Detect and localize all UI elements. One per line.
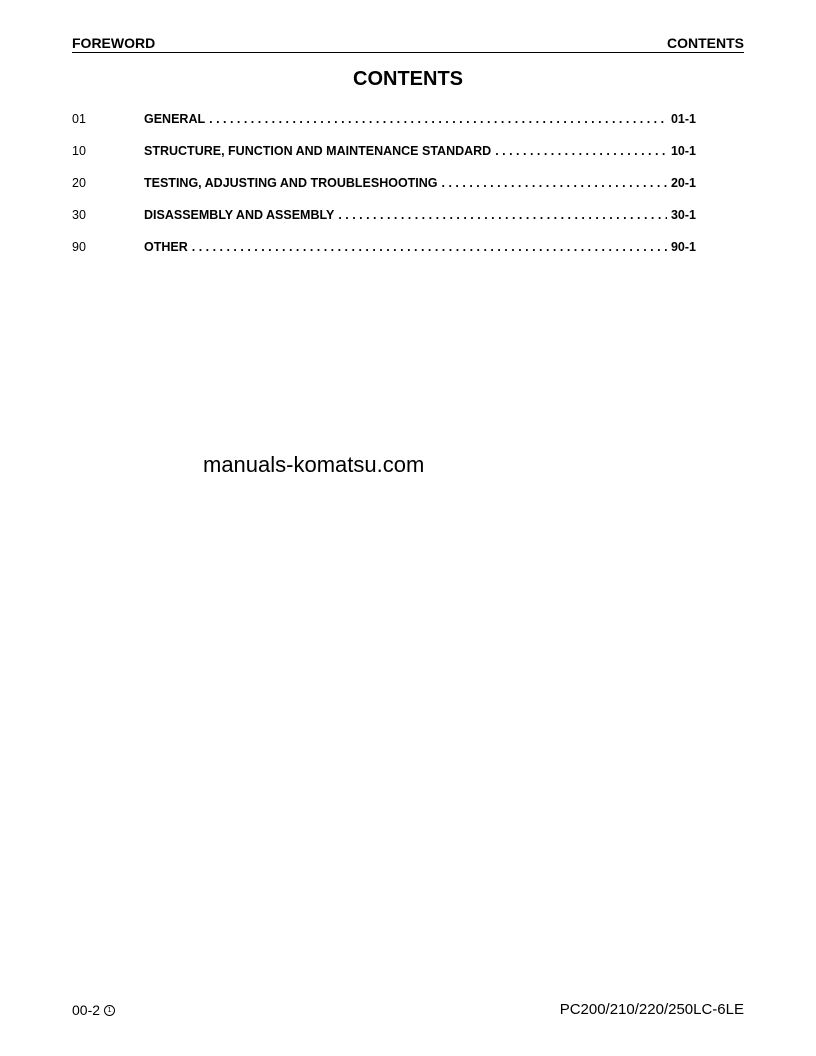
toc-entry-page: 20-1 xyxy=(670,176,696,190)
dot-leader xyxy=(209,112,667,126)
toc-entry-page: 10-1 xyxy=(670,144,696,158)
toc-entry-number: 90 xyxy=(72,240,86,254)
toc-entry-title: OTHER xyxy=(144,240,188,254)
toc-entry-disassembly[interactable] xyxy=(72,208,696,240)
page-title: CONTENTS xyxy=(353,68,463,90)
footer-page-number: 00-2 xyxy=(72,1002,101,1018)
toc-entry-testing[interactable] xyxy=(72,176,696,208)
table-of-contents xyxy=(72,112,696,272)
footer-page-number-group xyxy=(72,1002,115,1018)
toc-entry-page: 01-1 xyxy=(670,112,696,126)
toc-entry-page: 30-1 xyxy=(670,208,696,222)
toc-entry-other[interactable] xyxy=(72,240,696,272)
toc-entry-page: 90-1 xyxy=(670,240,696,254)
toc-entry-title: DISASSEMBLY AND ASSEMBLY xyxy=(144,208,335,222)
toc-entry-title: STRUCTURE, FUNCTION AND MAINTENANCE STANDARD xyxy=(144,144,492,158)
toc-entry-general[interactable] xyxy=(72,112,696,144)
toc-entry-structure[interactable] xyxy=(72,144,696,176)
header-section-label: FOREWORD xyxy=(72,35,156,51)
toc-entry-number: 01 xyxy=(72,112,86,126)
toc-entry-number: 10 xyxy=(72,144,86,158)
dot-leader xyxy=(192,240,667,254)
toc-entry-number: 30 xyxy=(72,208,86,222)
page-header xyxy=(72,34,744,53)
toc-entry-title: GENERAL xyxy=(144,112,206,126)
dot-leader xyxy=(338,208,667,222)
revision-mark-icon: 1 xyxy=(104,1005,115,1016)
header-chapter-label: CONTENTS xyxy=(667,35,744,51)
footer-model: PC200/210/220/250LC-6LE xyxy=(559,1001,744,1018)
dot-leader xyxy=(495,144,667,158)
toc-entry-number: 20 xyxy=(72,176,86,190)
dot-leader xyxy=(442,176,667,190)
toc-entry-title: TESTING, ADJUSTING AND TROUBLESHOOTING xyxy=(144,176,438,190)
watermark-text: manuals-komatsu.com xyxy=(203,452,425,477)
